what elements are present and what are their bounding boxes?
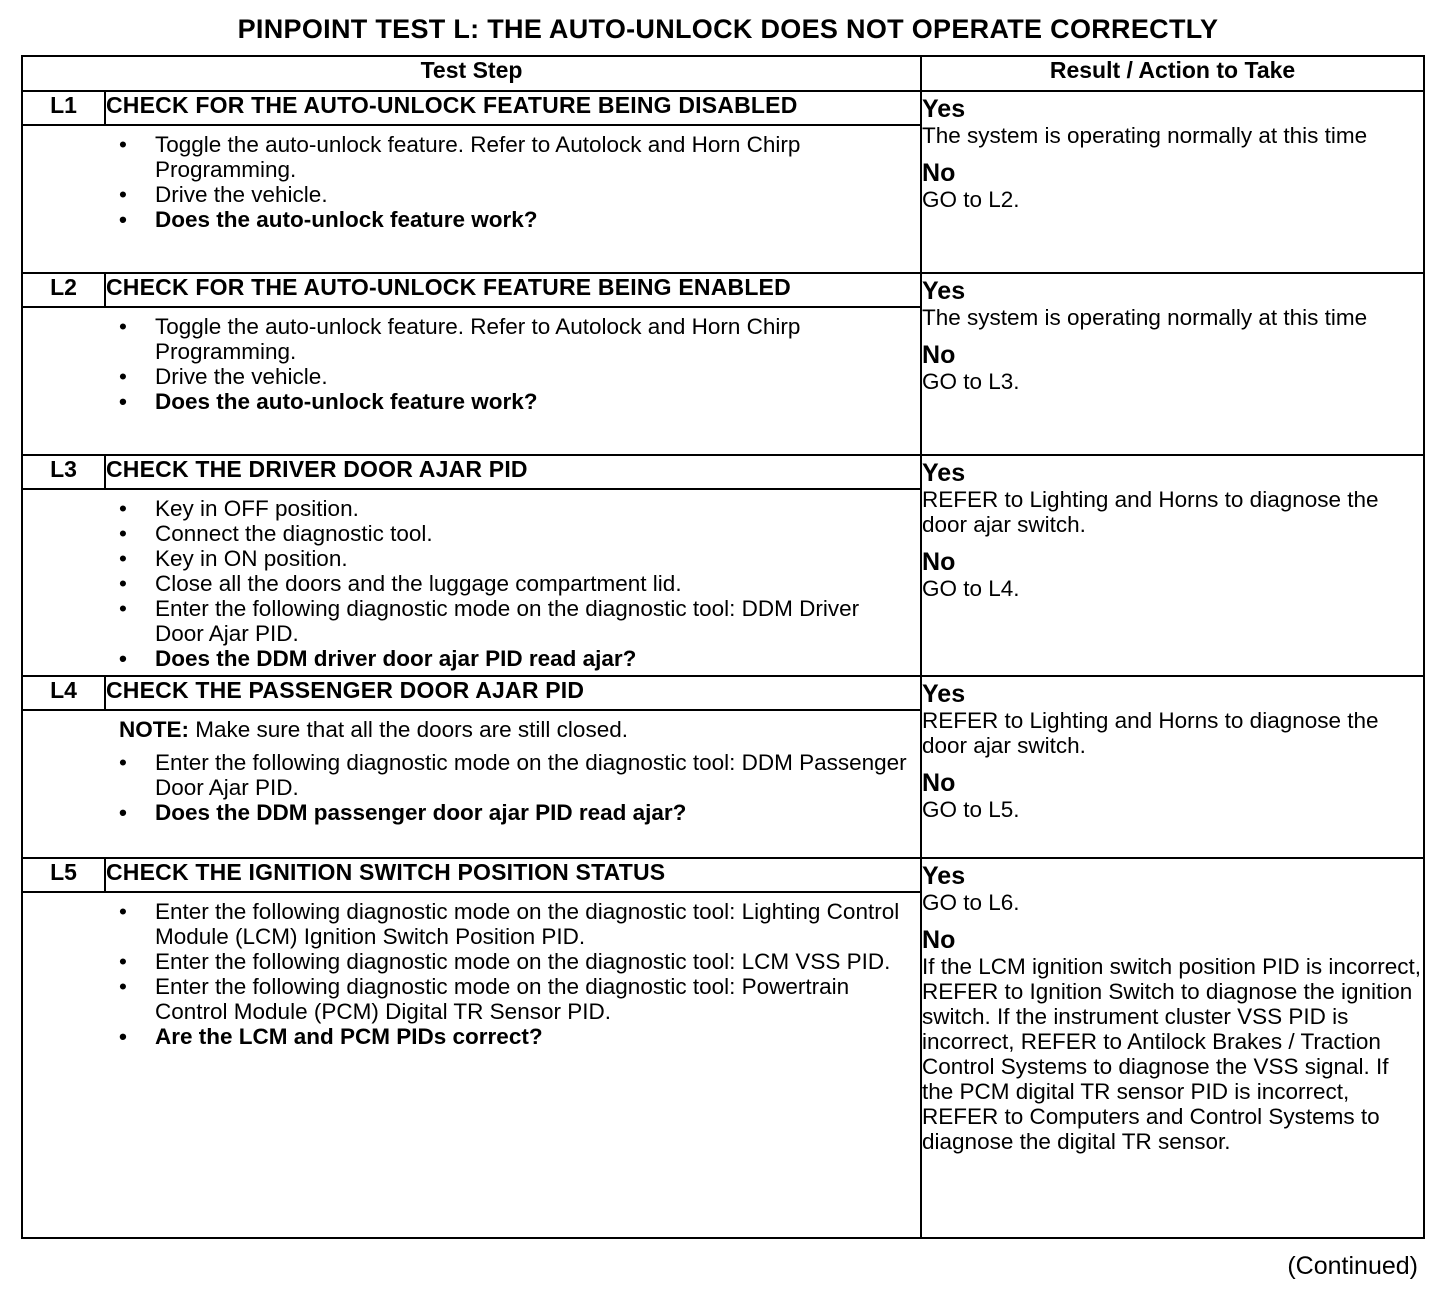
list-item: • Close all the doors and the luggage compartment lid.	[37, 571, 910, 596]
no-label: No	[922, 341, 956, 369]
step-row-l1	[22, 91, 1424, 125]
yes-label: Yes	[922, 277, 966, 305]
step-body	[22, 125, 921, 273]
step-id: L1	[22, 91, 105, 125]
step-id: L4	[22, 676, 105, 710]
step-question: • Does the auto-unlock feature work?	[37, 389, 910, 414]
step-result	[921, 91, 1424, 273]
no-text: GO to L4.	[922, 576, 1020, 601]
header-result: Result / Action to Take	[921, 56, 1424, 91]
step-id: L2	[22, 273, 105, 307]
no-text: GO to L3.	[922, 369, 1020, 394]
no-text: If the LCM ignition switch position PID is incorrect, REFER to Ignition Switch to diagnose the ignition switch. If the instrument cluster VSS PID is incorrect, REFER to Antilock Brakes / Traction Control Systems to diagnose the VSS signal. If the PCM digital TR sensor PID is incorrect, REFER to Computers and Control Systems to diagnose the digital TR sensor.	[922, 954, 1421, 1154]
note-label: NOTE:	[119, 717, 189, 742]
step-body	[22, 307, 921, 455]
list-item: • Key in OFF position.	[37, 496, 910, 521]
step-title: CHECK THE DRIVER DOOR AJAR PID	[105, 455, 921, 489]
step-result	[921, 455, 1424, 676]
list-item: • Toggle the auto-unlock feature. Refer to Autolock and Horn Chirp Programming.	[37, 132, 910, 182]
step-note	[23, 711, 920, 746]
continued-label: (Continued)	[1287, 1252, 1418, 1280]
step-id: L3	[22, 455, 105, 489]
step-id: L5	[22, 858, 105, 892]
yes-label: Yes	[922, 459, 966, 487]
list-item: • Toggle the auto-unlock feature. Refer to Autolock and Horn Chirp Programming.	[37, 314, 910, 364]
step-question: • Does the DDM passenger door ajar PID read ajar?	[37, 800, 910, 825]
no-label: No	[922, 159, 956, 187]
bullet-list	[23, 893, 920, 1053]
step-title: CHECK FOR THE AUTO-UNLOCK FEATURE BEING ENABLED	[105, 273, 921, 307]
yes-label: Yes	[922, 95, 966, 123]
step-title: CHECK FOR THE AUTO-UNLOCK FEATURE BEING DISABLED	[105, 91, 921, 125]
list-item: • Enter the following diagnostic mode on the diagnostic tool: Lighting Control Module (LCM) Ignition Switch Position PID.	[37, 899, 910, 949]
yes-text: REFER to Lighting and Horns to diagnose the door ajar switch.	[922, 487, 1379, 537]
page-title: PINPOINT TEST L: THE AUTO-UNLOCK DOES NOT OPERATE CORRECTLY	[237, 14, 1219, 44]
step-row-l4	[22, 676, 1424, 710]
step-row-l5	[22, 858, 1424, 892]
step-title: CHECK THE IGNITION SWITCH POSITION STATUS	[105, 858, 921, 892]
step-body	[22, 892, 921, 1238]
list-item: • Enter the following diagnostic mode on the diagnostic tool: LCM VSS PID.	[37, 949, 910, 974]
bullet-list	[23, 490, 920, 675]
step-result	[921, 858, 1424, 1238]
yes-label: Yes	[922, 680, 966, 708]
yes-label: Yes	[922, 862, 966, 890]
list-item: • Enter the following diagnostic mode on the diagnostic tool: DDM Passenger Door Ajar PID.	[37, 750, 910, 800]
no-label: No	[922, 548, 956, 576]
step-question: • Does the auto-unlock feature work?	[37, 207, 910, 232]
list-item: • Drive the vehicle.	[37, 182, 910, 207]
list-item: • Connect the diagnostic tool.	[37, 521, 910, 546]
header-test-step: Test Step	[22, 56, 921, 91]
step-question: • Are the LCM and PCM PIDs correct?	[37, 1024, 910, 1049]
step-body	[22, 489, 921, 676]
step-result	[921, 676, 1424, 858]
bullet-list	[23, 746, 920, 829]
list-item: • Enter the following diagnostic mode on the diagnostic tool: Powertrain Control Module (PCM) Digital TR Sensor PID.	[37, 974, 910, 1024]
yes-text: REFER to Lighting and Horns to diagnose the door ajar switch.	[922, 708, 1379, 758]
step-result	[921, 273, 1424, 455]
no-text: GO to L5.	[922, 797, 1020, 822]
step-title: CHECK THE PASSENGER DOOR AJAR PID	[105, 676, 921, 710]
no-label: No	[922, 926, 956, 954]
step-question: • Does the DDM driver door ajar PID read ajar?	[37, 646, 910, 671]
yes-text: The system is operating normally at this time	[922, 305, 1368, 330]
header-row	[22, 56, 1424, 91]
list-item: • Drive the vehicle.	[37, 364, 910, 389]
step-row-l3	[22, 455, 1424, 489]
pinpoint-test-table	[21, 55, 1425, 1239]
yes-text: The system is operating normally at this time	[922, 123, 1368, 148]
no-label: No	[922, 769, 956, 797]
yes-text: GO to L6.	[922, 890, 1020, 915]
step-row-l2	[22, 273, 1424, 307]
bullet-list	[23, 126, 920, 236]
note-text: Make sure that all the doors are still closed.	[195, 717, 628, 742]
bullet-list	[23, 308, 920, 418]
list-item: • Key in ON position.	[37, 546, 910, 571]
list-item: • Enter the following diagnostic mode on the diagnostic tool: DDM Driver Door Ajar PID.	[37, 596, 910, 646]
step-body	[22, 710, 921, 858]
no-text: GO to L2.	[922, 187, 1020, 212]
